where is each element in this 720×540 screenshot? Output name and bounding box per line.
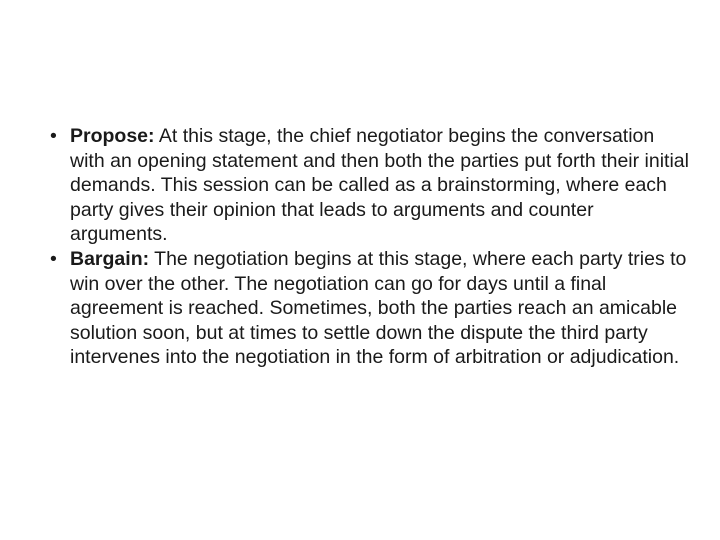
bullet-term-bargain: Bargain:: [70, 247, 150, 270]
bullet-item-propose: [50, 124, 690, 247]
bullet-term-propose: Propose:: [70, 125, 155, 147]
bullet-text-propose: At this stage, the chief negotiator begins the conversation with an opening statement and then both the parties put forth their initial demands. This session can be called as a brainstorming, where each party gives their opinion that leads to arguments and counter arguments.: [70, 125, 689, 246]
bullet-text-bargain: The negotiation begins at this stage, where each party tries to win over the other. The negotiation can go for days until a final agreement is reached. Sometimes, both the parties reach an amicable solution soon, but at times to settle down the dispute the third party intervenes into the negotiation in the form of arbitration or adjudication.: [70, 247, 687, 369]
bullet-marker: •: [50, 247, 57, 270]
bullet-marker: •: [50, 125, 57, 147]
bullet-list: [50, 124, 690, 370]
bullet-item-bargain: [50, 247, 690, 370]
